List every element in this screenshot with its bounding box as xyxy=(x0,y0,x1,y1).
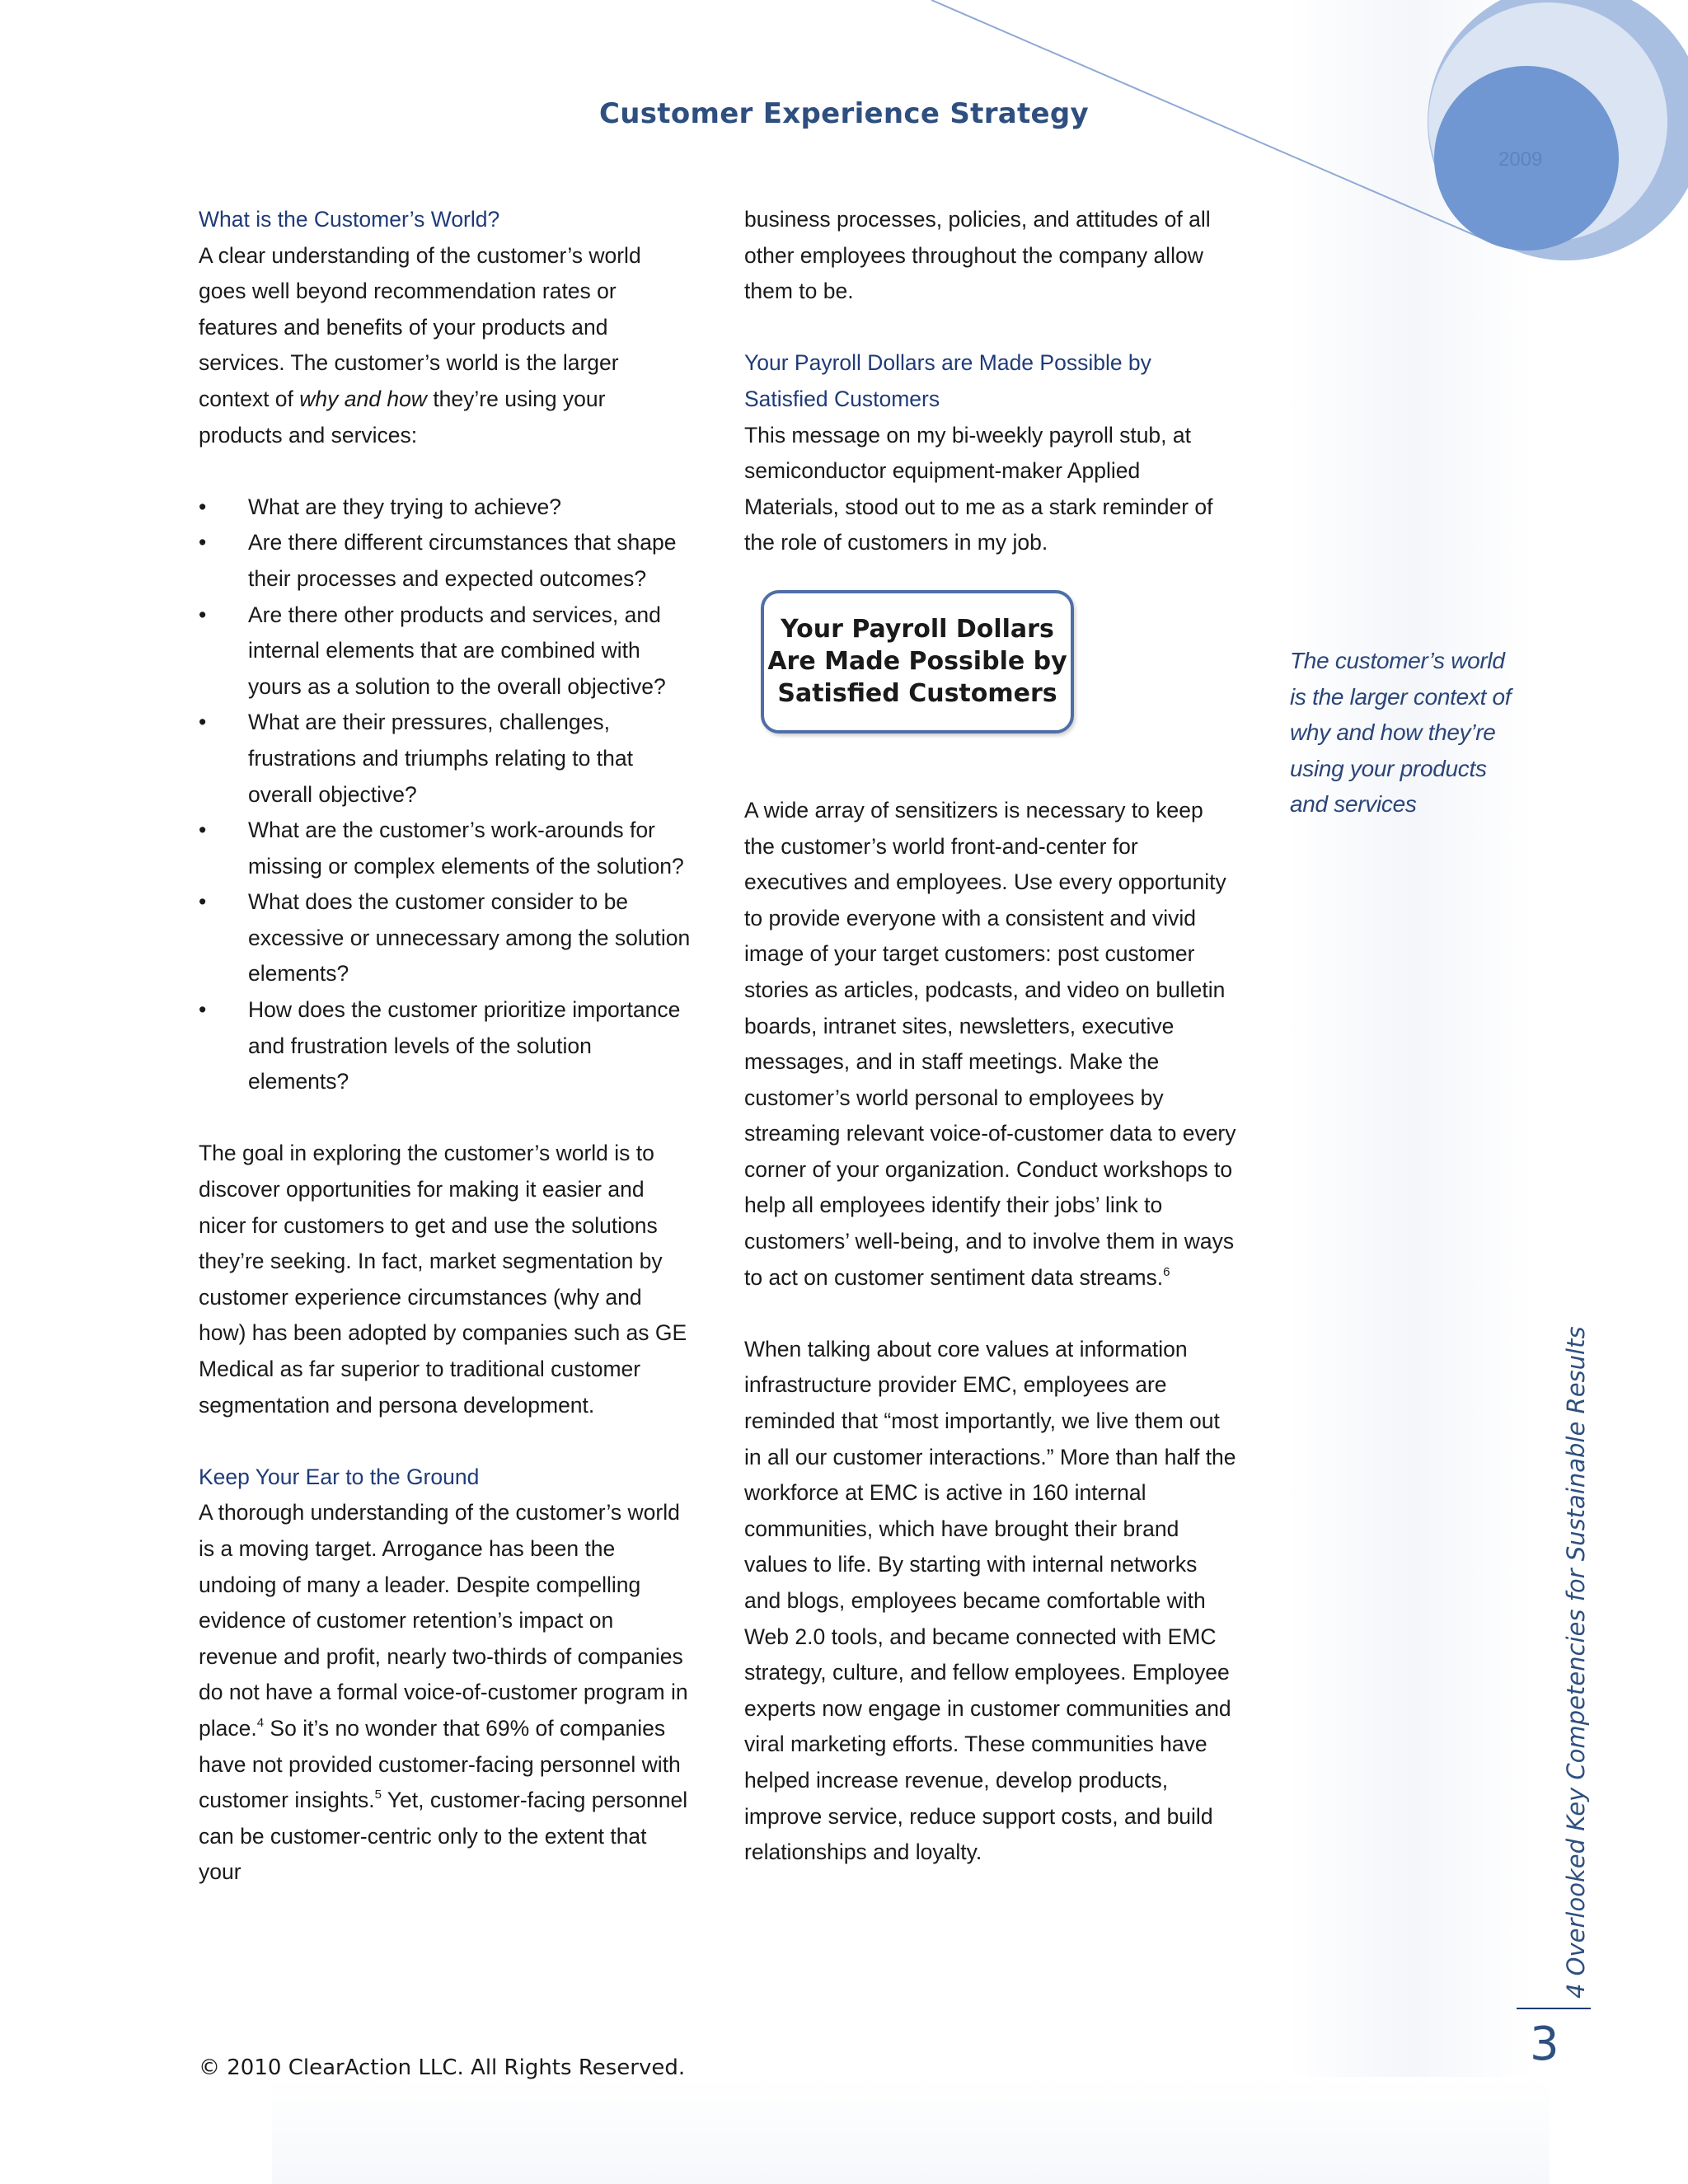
pull-quote: The customer’s world is the larger context of why and how they’re using your products and services xyxy=(1290,648,1512,817)
emc-paragraph: When talking about core values at information infrastructure provider EMC, employees are reminded that “most importantly, we live them out in all our customer interactions.” More than half the workforce at EMC is active in 160 internal communities, which have brought their brand values to life. By starting with internal networks and blogs, employees became comfortable with Web 2.0 tools, and became connected with EMC strategy, culture, and fellow employees. Employee experts now engage in customer communities and viral marketing efforts. These communities have helped increase revenue, develop products, improve service, reduce support costs, and build relationships and loyalty. xyxy=(744,1336,1236,1865)
list-item: • What are the customer’s work-arounds for missing or complex elements of the solution? xyxy=(199,813,693,884)
middle-column xyxy=(744,202,1239,1871)
ear-text: Yet, customer-facing personnel can be customer-centric only to the extent that your xyxy=(199,1788,688,1885)
list-item: • Are there different circumstances that shape their processes and expected outcomes? xyxy=(199,525,693,597)
sidebar-shade xyxy=(1286,0,1533,2184)
list-item: • What are they trying to achieve? xyxy=(199,490,693,526)
section-heading-ear-to-ground: Keep Your Ear to the Ground xyxy=(199,1464,480,1489)
list-item: • How does the customer prioritize importance and frustration levels of the solution elements? xyxy=(199,992,693,1100)
list-item: • Are there other products and services, and internal elements that are combined with yours as a solution to the overall objective? xyxy=(199,598,693,705)
section-heading-customers-world: What is the Customer’s World? xyxy=(199,207,500,232)
year-label: 2009 xyxy=(1498,148,1543,171)
callout-line: Are Made Possible by xyxy=(767,647,1067,677)
callout-line: Your Payroll Dollars xyxy=(781,615,1054,644)
footnote-4: 4 xyxy=(256,1715,265,1730)
bottom-shade xyxy=(272,2077,1550,2184)
continuation-paragraph: business processes, policies, and attitudes of all other employees throughout the company allow them to be. xyxy=(744,207,1211,304)
ear-paragraph xyxy=(199,1495,693,1891)
goal-paragraph: The goal in exploring the customer’s world is to discover opportunities for making it easier and nicer for customers to get and use the solutions they’re seeking. In fact, market segmentation by customer experience circumstances (why and how) has been adopted by companies such as GE Medical as far superior to traditional customer segmentation and persona development. xyxy=(199,1141,687,1418)
section-heading-payroll: Your Payroll Dollars are Made Possible by Satisfied Customers xyxy=(744,350,1151,411)
footnote-6: 6 xyxy=(1163,1264,1170,1279)
page-number: 3 xyxy=(1530,2018,1559,2071)
vertical-report-title: 4 Overlooked Key Competencies for Sustainable Results xyxy=(1562,1326,1590,1999)
ear-text: So it’s no wonder that 69% of companies have not provided customer-facing personnel with customer insights. xyxy=(199,1715,681,1813)
list-item: • What are their pressures, challenges, frustrations and triumphs relating to that overall objective? xyxy=(199,705,693,813)
left-column xyxy=(199,202,693,1891)
intro-text-end: they’re using your products and services: xyxy=(199,386,606,448)
footnote-5: 5 xyxy=(374,1788,382,1802)
question-list xyxy=(199,490,693,1100)
intro-emphasis: why and how xyxy=(299,386,427,411)
sensitizers-paragraph xyxy=(744,793,1239,1296)
copyright-footer: © 2010 ClearAction LLC. All Rights Reserved. xyxy=(199,2055,686,2080)
payroll-paragraph: This message on my bi-weekly payroll stub, at semiconductor equipment-maker Applied Materials, stood out to me as a stark reminder of the role of customers in my job. xyxy=(744,422,1213,555)
list-item: • What does the customer consider to be excessive or unnecessary among the solution elements? xyxy=(199,884,693,992)
ear-text: A thorough understanding of the customer’s world is a moving target. Arrogance has been the undoing of many a leader. Despite compelling evidence of customer retention’s impact on revenue and profit, nearly two-thirds of companies do not have a formal voice-of-customer program in place. xyxy=(199,1500,688,1741)
page-number-rule xyxy=(1517,2008,1591,2009)
intro-text: A clear understanding of the customer’s world goes well beyond recommendation rates or features and benefits of your products and services. The customer’s world is the larger context of xyxy=(199,242,641,411)
callout-line: Satisfied Customers xyxy=(777,679,1057,709)
payroll-stub-callout xyxy=(761,590,1074,733)
sensitizers-text: A wide array of sensitizers is necessary to keep the customer’s world front-and-center for executives and employees. Use every opportunity to provide everyone with a consistent and vivid image of your target customers: post customer stories as articles, podcasts, and video on bulletin boards, intranet sites, newsletters, executive messages, and in staff meetings. Make the customer’s world personal to employees by streaming relevant voice-of-customer data to every corner of your organization. Conduct workshops to help all employees identify their jobs’ link to customers’ well-being, and to involve them in ways to act on customer sentiment data streams. xyxy=(744,797,1236,1290)
page-title: Customer Experience Strategy xyxy=(598,97,1090,130)
intro-paragraph xyxy=(199,238,693,454)
